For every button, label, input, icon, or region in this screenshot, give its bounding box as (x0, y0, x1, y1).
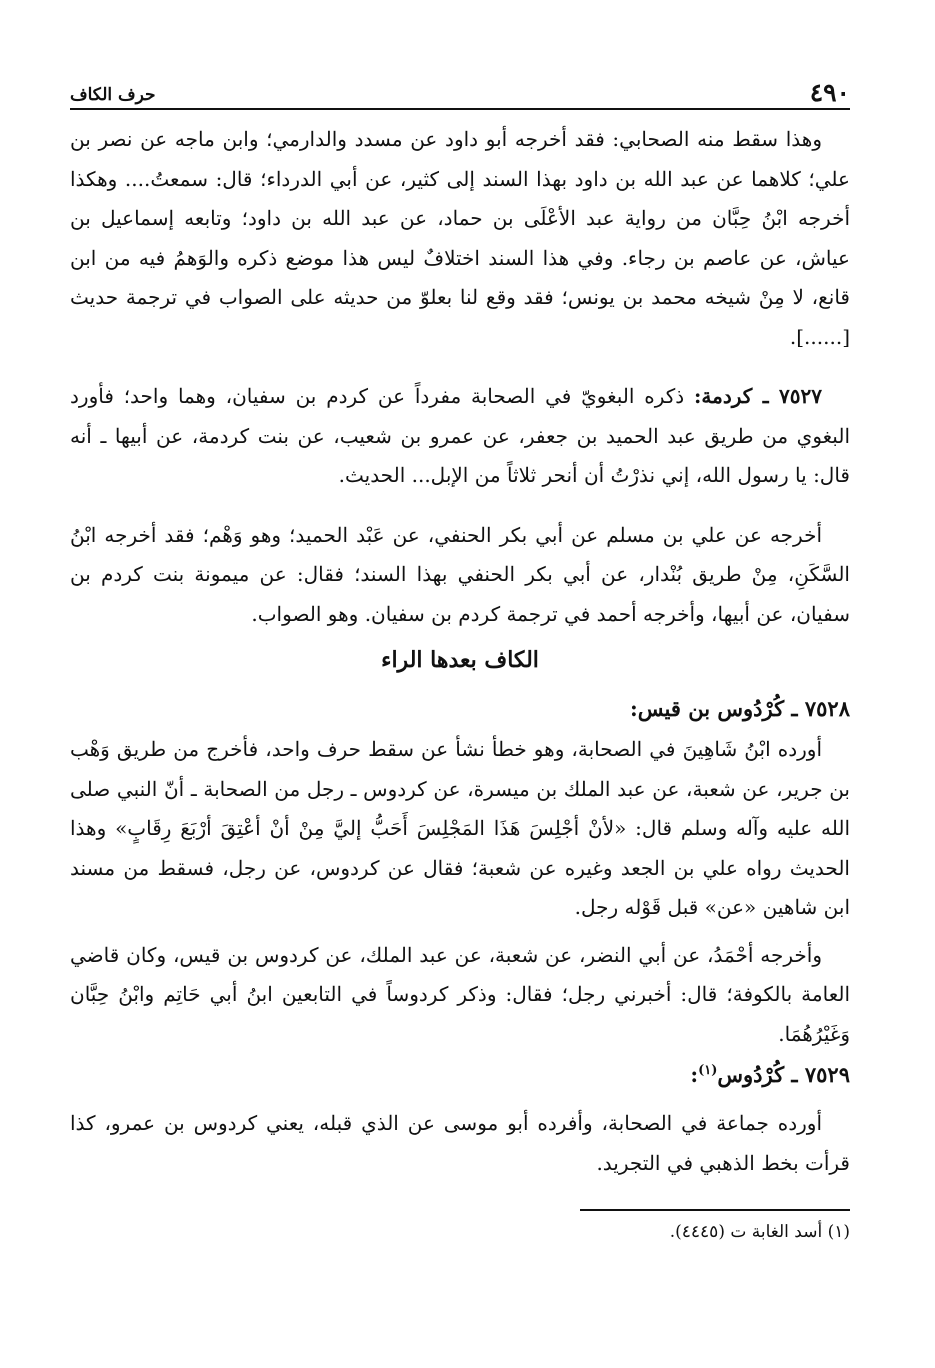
entry-7529-title: ٧٥٢٩ ـ كُرْدُوس (717, 1062, 850, 1087)
paragraph-7528-ahmad: وأخرجه أحْمَدُ، عن أبي النضر، عن شعبة، عن عبد الملك، عن كردوس بن قيس، وكان قاضي العامة بالكوفة؛ قال: أخبرني رجل؛ فقال: وذكر كردوساً في التابعين ابنُ أبي حَاتِم وابْنُ حِبَّان وَغَيْرُهُمَا. (70, 942, 850, 1046)
footnote-divider (580, 1209, 850, 1211)
book-page (70, 78, 850, 1247)
paragraph-intro: وهذا سقط منه الصحابي: فقد أخرجه أبو داود عن مسدد والدارمي؛ وابن ماجه عن نصر بن علي؛ كلاهما عن عبد الله بن داود بهذا السند إلى كثير، عن أبي الدرداء؛ قال: سمعتُ.... وهكذا أخرجه ابْنُ حِبَّان من رواية عبد الأعْلَى بن حماد، عن عبد الله بن داود؛ وتابعه إسماعيل بن عياش، عن عاصم بن رجاء. وفي هذا السند اختلافٌ ليس هذا موضع ذكره والوَهمُ فيه من ابن قانع، لا مِنْ شيخه محمد بن يونس؛ فقد وقع لنا بعلوّ من حديثه على الصواب في ترجمة حديث [......]. (70, 127, 850, 349)
paragraph-7529-body: أورده جماعة في الصحابة، وأفرده أبو موسى عن الذي قبله، يعني كردوس بن عمرو، كذا قرأت بخط الذهبي في التجريد. (70, 1111, 850, 1175)
footnote: (١) أسد الغابة ت (٤٤٤٥). (669, 1222, 850, 1242)
entry-7528-heading: ٧٥٢٨ ـ كُرْدُوس بن قيس: (630, 696, 850, 721)
entry-7527-heading: ٧٥٢٧ ـ كردمة: (694, 384, 822, 408)
footnote-divider-wrap (70, 1183, 850, 1211)
page-body (70, 120, 850, 1247)
entry-7527 (70, 377, 850, 496)
running-title: حرف الكاف (70, 85, 156, 105)
entry-7529-heading (70, 1054, 850, 1096)
paragraph-7528-body: أورده ابْنُ شَاهِينَ في الصحابة، وهو خطأ نشأ عن سقط حرف واحد، فأخرج من طريق وَهْب بن جرير، عن شعبة، عن عبد الملك بن ميسرة، عن كردوس ـ رجل من الصحابة ـ أنّ النبي صلى الله عليه وآله وسلم قال: «لأنْ أجْلِسَ هَذَا المَجْلِسَ أَحَبُّ إليَّ مِنْ أنْ أعْتِقَ أرْبَعَ رِقَابٍ» وهذا الحديث رواه علي بن الجعد وغيره عن شعبة؛ فقال عن كردوس، عن رجل، فسقط من مسند ابن شاهين «عن» قبل قَوْله رجل. (70, 737, 850, 919)
paragraph-7527-commentary: أخرجه عن علي بن مسلم عن أبي بكر الحنفي، عن عَبْد الحميد؛ وهو وَهْم؛ فقد أخرجه ابْنُ السَّكَنِ، مِنْ طريق بُنْدار، عن أبي بكر الحنفي بهذا السند؛ فقال: عن ميمونة بنت كردم بن سفيان، عن أبيها، وأخرجه أحمد في ترجمة كردم بن سفيان. وهو الصواب. (70, 522, 850, 626)
page-number: ٤٩٠ (809, 78, 850, 107)
footnote-ref: (١) (698, 1063, 718, 1078)
page-header (70, 78, 850, 110)
entry-7527-text: ذكره البغويّ في الصحابة مفرداً عن كردم بن سفيان، وهما واحد؛ فأورد البغوي من طريق عبد الحميد بن جعفر، عن عمرو بن شعيب، عن بنت كردمة، عن أبيها ـ أنه قال: يا رسول الله، إني نذرْتُ أن أنحر ثلاثاً من الإبل... الحديث. (70, 384, 850, 487)
entry-7529-colon: : (690, 1062, 699, 1087)
section-heading: الكاف بعدها الراء (381, 647, 539, 673)
